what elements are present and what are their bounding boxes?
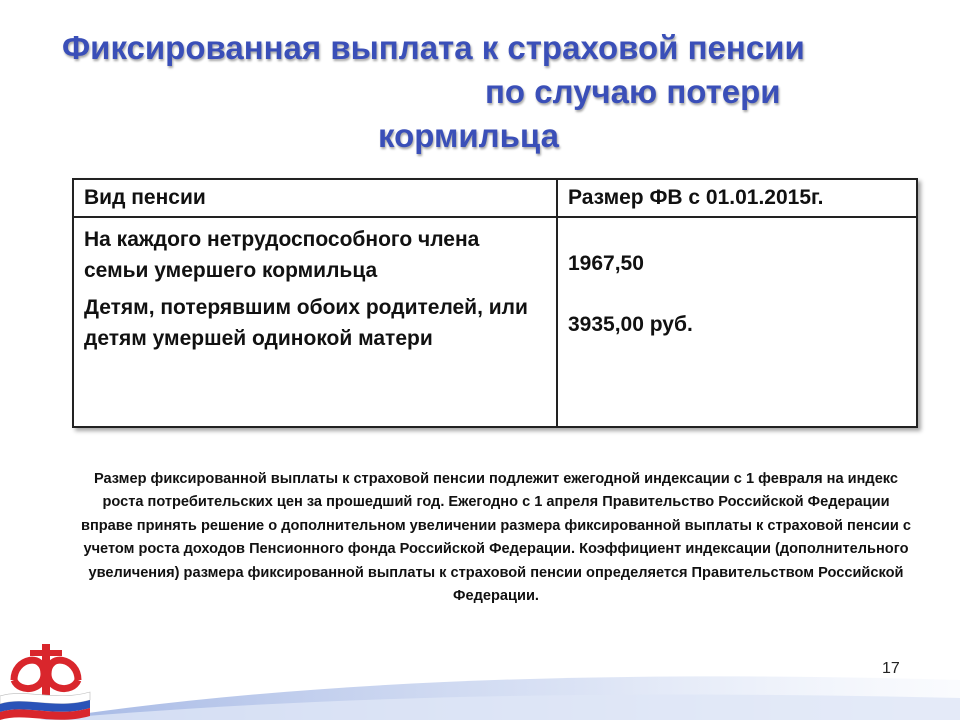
amount-orphan: 3935,00 руб. (568, 313, 693, 336)
footer-swoosh-decoration (0, 650, 960, 720)
category-family-member: На каждого нетрудоспособного члена семьи умершего кормильца (84, 228, 480, 282)
page-number: 17 (882, 660, 900, 677)
pfr-logo-icon (0, 636, 110, 720)
pension-type-cell (73, 217, 557, 427)
payment-amount-cell (557, 217, 917, 427)
slide-title-line-3: кормильца (378, 117, 559, 154)
table-header-row (73, 179, 917, 217)
slide-title-line-2: по случаю потери (485, 73, 781, 110)
header-pension-type: Вид пенсии (73, 179, 557, 217)
category-orphan: Детям, потерявшим обоих родителей, или детям умершей одинокой матери (84, 296, 528, 350)
russian-flag-icon (0, 692, 90, 720)
slide-title-line-1: Фиксированная выплата к страховой пенсии (62, 29, 805, 66)
header-payment-amount: Размер ФВ с 01.01.2015г. (557, 179, 917, 217)
slide-title (40, 26, 920, 158)
pension-table (72, 178, 918, 428)
table-row (73, 217, 917, 427)
amount-family-member: 1967,50 (568, 252, 644, 275)
indexation-note: Размер фиксированной выплаты к страховой пенсии подлежит ежегодной индексации с 1 февраля на индекс роста потребительских цен за прошедший год. Ежегодно с 1 апреля Правительство Российской Федерации вправе принять решение о дополнительном увеличении размера фиксированной выплаты к страховой пенсии с учетом роста доходов Пенсионного фонда Российской Федерации. Коэффициент индексации (дополнительного увеличения) размера фиксированной выплаты к страховой пенсии определяется Правительством Российской Федерации. (80, 471, 911, 605)
